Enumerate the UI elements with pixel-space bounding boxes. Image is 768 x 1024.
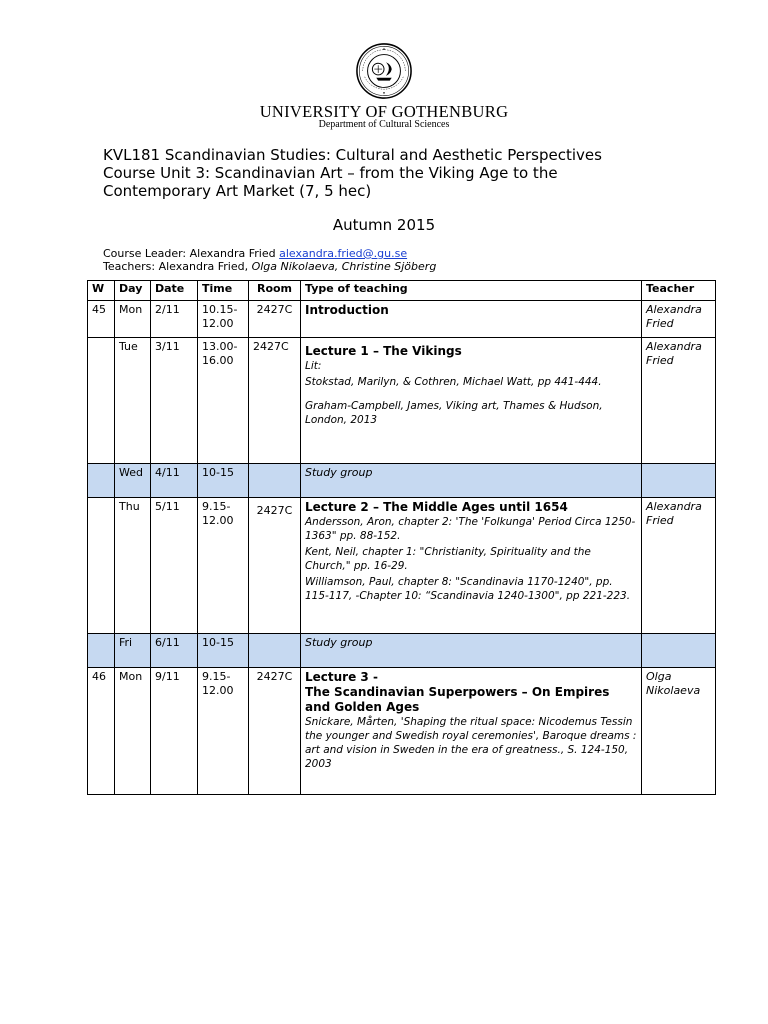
- table-row: [88, 301, 716, 338]
- course-leader-email-link[interactable]: alexandra.fried@.gu.se: [279, 247, 408, 260]
- cell-week: [88, 464, 115, 498]
- time-start: 13.00-: [202, 340, 238, 353]
- course-title-line-3: Contemporary Art Market (7, 5 hec): [103, 182, 372, 200]
- literature-item: Andersson, Aron, chapter 2: 'The 'Folkunga' Period Circa 1250-1363" pp. 88-152.: [305, 516, 636, 542]
- cell-date: 5/11: [151, 498, 198, 634]
- literature-item: Graham-Campbell, James, Viking art, Thames & Hudson, London, 2013: [305, 400, 603, 426]
- cell-room: 2427C: [249, 338, 301, 464]
- teachers-line: [103, 260, 436, 273]
- time-start: 9.15-: [202, 500, 231, 513]
- cell-week: [88, 634, 115, 668]
- table-row: [88, 464, 716, 498]
- table-row: [88, 338, 716, 464]
- teacher-first: Alexandra: [646, 500, 702, 513]
- course-leader-line: [103, 247, 407, 260]
- time-end: 16.00: [202, 354, 234, 367]
- teacher-first: Alexandra: [646, 303, 702, 316]
- university-seal-logo: [355, 42, 413, 100]
- cell-week: 46: [88, 668, 115, 795]
- cell-date: 2/11: [151, 301, 198, 338]
- cell-teacher: [642, 668, 716, 795]
- cell-week: 45: [88, 301, 115, 338]
- university-name: UNIVERSITY OF GOTHENBURG: [259, 102, 509, 121]
- cell-time: 10-15: [198, 634, 249, 668]
- cell-type: [301, 338, 642, 464]
- table-row: [88, 498, 716, 634]
- time-start: 9.15-: [202, 670, 231, 683]
- cell-time: [198, 498, 249, 634]
- time-end: 12.00: [202, 317, 234, 330]
- cell-time: 10-15: [198, 464, 249, 498]
- cell-room: [249, 634, 301, 668]
- time-end: 12.00: [202, 514, 234, 527]
- cell-day: Fri: [115, 634, 151, 668]
- session-title: Lecture 3 -: [305, 670, 378, 684]
- cell-date: 4/11: [151, 464, 198, 498]
- cell-room: 2427C: [249, 498, 301, 634]
- cell-day: Wed: [115, 464, 151, 498]
- cell-day: Mon: [115, 301, 151, 338]
- cell-type: Study group: [301, 464, 642, 498]
- cell-room: 2427C: [249, 668, 301, 795]
- course-title-line-1: KVL181 Scandinavian Studies: Cultural and Aesthetic Perspectives: [103, 146, 602, 164]
- term-heading: Autumn 2015: [332, 216, 436, 234]
- time-end: 12.00: [202, 684, 234, 697]
- cell-day: Tue: [115, 338, 151, 464]
- cell-time: [198, 668, 249, 795]
- literature-item: Snickare, Mårten, 'Shaping the ritual space: Nicodemus Tessin the younger and Swedish royal ceremonies', Baroque dreams : art and vision in Sweden in the era of greatness., S. 124-150, 2003: [305, 716, 637, 770]
- teacher-last: Fried: [646, 514, 674, 527]
- course-title: [103, 146, 723, 200]
- cell-time: [198, 338, 249, 464]
- teachers-names: Olga Nikolaeva, Christine Sjöberg: [251, 260, 437, 273]
- col-header-teacher: Teacher: [642, 281, 716, 301]
- literature-item: Kent, Neil, chapter 1: "Christianity, Spirituality and the Church," pp. 16-29.: [305, 546, 591, 572]
- course-title-line-2: Course Unit 3: Scandinavian Art – from the Viking Age to the: [103, 164, 558, 182]
- cell-teacher: [642, 301, 716, 338]
- teacher-first: Alexandra: [646, 340, 702, 353]
- cell-room: 2427C: [249, 301, 301, 338]
- cell-week: [88, 338, 115, 464]
- session-title: Introduction: [305, 303, 389, 317]
- col-header-room: Room: [249, 281, 301, 301]
- teacher-last: Fried: [646, 354, 674, 367]
- cell-type: [301, 498, 642, 634]
- cell-type: [301, 668, 642, 795]
- cell-teacher: [642, 498, 716, 634]
- cell-week: [88, 498, 115, 634]
- cell-day: Thu: [115, 498, 151, 634]
- table-row: [88, 634, 716, 668]
- cell-teacher: [642, 464, 716, 498]
- schedule-table: [87, 280, 716, 795]
- cell-type: [301, 301, 642, 338]
- teacher-first: Olga: [646, 670, 672, 683]
- table-header-row: [88, 281, 716, 301]
- col-header-day: Day: [115, 281, 151, 301]
- teacher-last: Nikolaeva: [646, 684, 701, 697]
- literature-item: Williamson, Paul, chapter 8: "Scandinavia 1170-1240", pp. 115-117, -Chapter 10: “Scandinavia 1240-1300", pp 221-223.: [305, 576, 631, 602]
- department-name: Department of Cultural Sciences: [318, 119, 450, 130]
- cell-date: 6/11: [151, 634, 198, 668]
- session-title: Lecture 2 – The Middle Ages until 1654: [305, 500, 568, 514]
- cell-date: 3/11: [151, 338, 198, 464]
- cell-date: 9/11: [151, 668, 198, 795]
- col-header-time: Time: [198, 281, 249, 301]
- cell-time: [198, 301, 249, 338]
- col-header-date: Date: [151, 281, 198, 301]
- cell-type: Study group: [301, 634, 642, 668]
- cell-teacher: [642, 338, 716, 464]
- teacher-last: Fried: [646, 317, 674, 330]
- literature-item: Stokstad, Marilyn, & Cothren, Michael Watt, pp 441-444.: [305, 376, 602, 388]
- course-leader-label: Course Leader: Alexandra Fried: [103, 247, 280, 260]
- col-header-week: W: [88, 281, 115, 301]
- col-header-type: Type of teaching: [301, 281, 642, 301]
- teachers-label: Teachers: Alexandra Fried,: [103, 260, 252, 273]
- time-start: 10.15-: [202, 303, 238, 316]
- cell-room: [249, 464, 301, 498]
- literature-label: Lit:: [305, 360, 322, 372]
- table-row: [88, 668, 716, 795]
- cell-teacher: [642, 634, 716, 668]
- session-subtitle: The Scandinavian Superpowers – On Empires and Golden Ages: [305, 685, 610, 714]
- cell-day: Mon: [115, 668, 151, 795]
- session-title: Lecture 1 – The Vikings: [305, 344, 462, 358]
